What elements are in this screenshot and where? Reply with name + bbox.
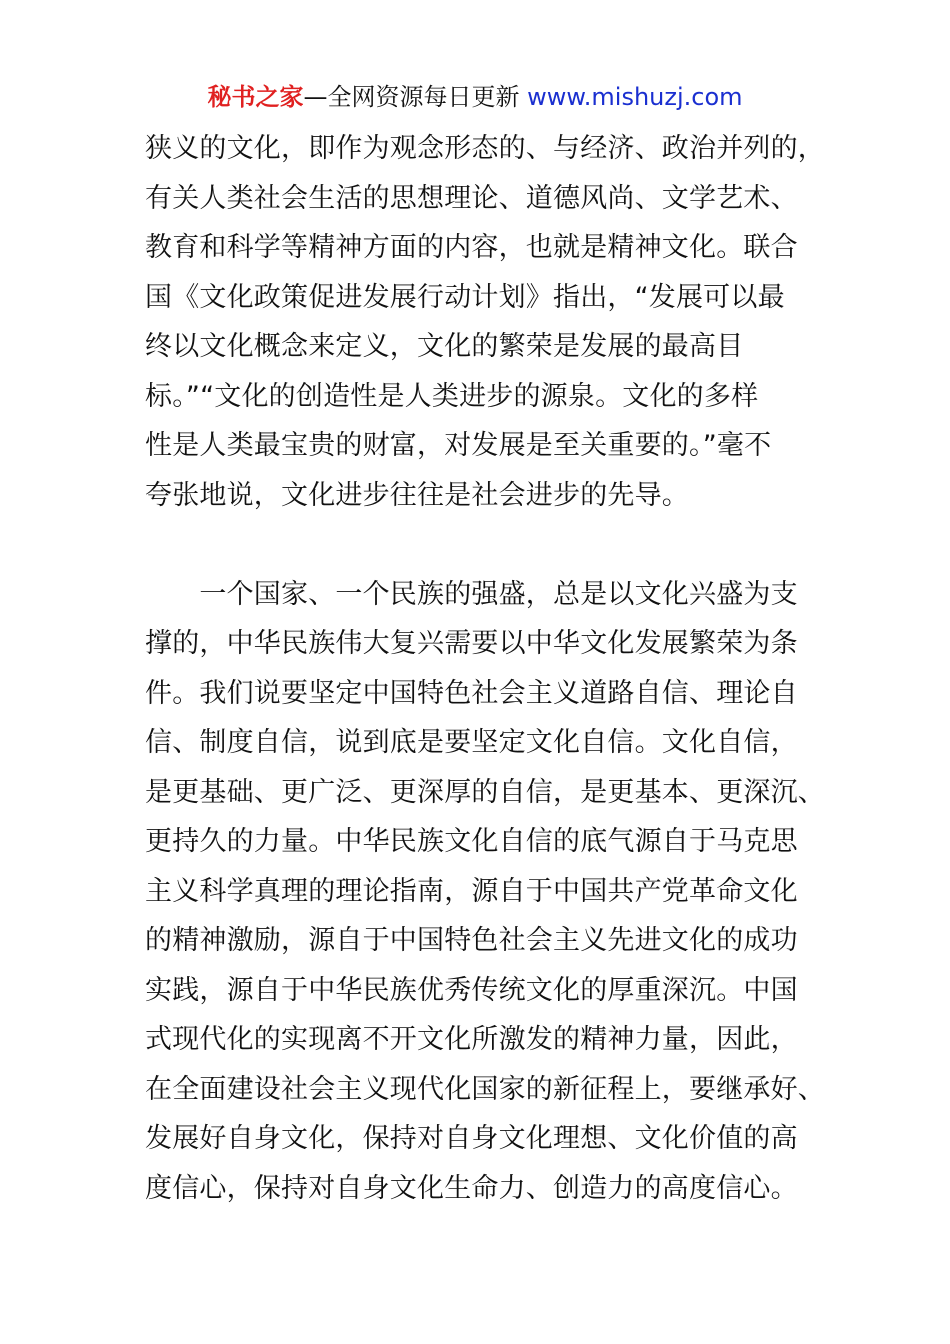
site-url-link[interactable]: www.mishuzj.com (519, 83, 743, 111)
text-line: 一个国家、一个民族的强盛，总是以文化兴盛为支 (145, 578, 798, 610)
text-line: 国《文化政策促进发展行动计划》指出，“发展可以最 (145, 281, 785, 313)
paragraph-gap (145, 520, 815, 570)
text-line: 度信心，保持对自身文化生命力、创造力的高度信心。 (145, 1172, 798, 1204)
site-tagline: —全网资源每日更新 (303, 83, 520, 111)
text-line: 狭义的文化，即作为观念形态的、与经济、政治并列的， (145, 133, 825, 164)
paragraph-2 (145, 570, 825, 1214)
text-line: 是更基础、更广泛、更深厚的自信，是更基本、更深沉、 (145, 776, 825, 808)
text-line: 信、制度自信，说到底是要坚定文化自信。文化自信， (145, 727, 798, 758)
text-line: 夸张地说，文化进步往往是社会进步的先导。 (145, 479, 689, 511)
text-line: 有关人类社会生活的思想理论、道德风尚、文学艺术、 (145, 182, 798, 214)
text-line: 式现代化的实现离不开文化所激发的精神力量，因此， (145, 1024, 798, 1055)
text-line: 教育和科学等精神方面的内容，也就是精神文化。联合 (145, 232, 798, 263)
text-line: 更持久的力量。中华民族文化自信的底气源自于马克思 (145, 826, 798, 857)
text-line: 性是人类最宝贵的财富，对发展是至关重要的。”毫不 (145, 430, 772, 461)
text-line: 在全面建设社会主义现代化国家的新征程上，要继承好、 (145, 1073, 825, 1105)
text-line: 实践，源自于中华民族优秀传统文化的厚重深沉。中国 (145, 974, 798, 1006)
document-body (145, 124, 825, 1213)
text-line: 撑的，中华民族伟大复兴需要以中华文化发展繁荣为条 (145, 628, 798, 659)
text-line: 的精神激励，源自于中国特色社会主义先进文化的成功 (145, 925, 798, 956)
site-brand: 秘书之家 (207, 83, 304, 111)
site-header (0, 80, 950, 114)
text-line: 发展好自身文化，保持对自身文化理想、文化价值的高 (145, 1123, 798, 1154)
text-line: 主义科学真理的理论指南，源自于中国共产党革命文化 (145, 875, 798, 907)
text-line: 件。我们说要坚定中国特色社会主义道路自信、理论自 (145, 677, 798, 709)
text-line: 终以文化概念来定义，文化的繁荣是发展的最高目 (145, 331, 744, 362)
text-line: 标。”“文化的创造性是人类进步的源泉。文化的多样 (145, 380, 759, 412)
paragraph-1 (145, 124, 825, 520)
